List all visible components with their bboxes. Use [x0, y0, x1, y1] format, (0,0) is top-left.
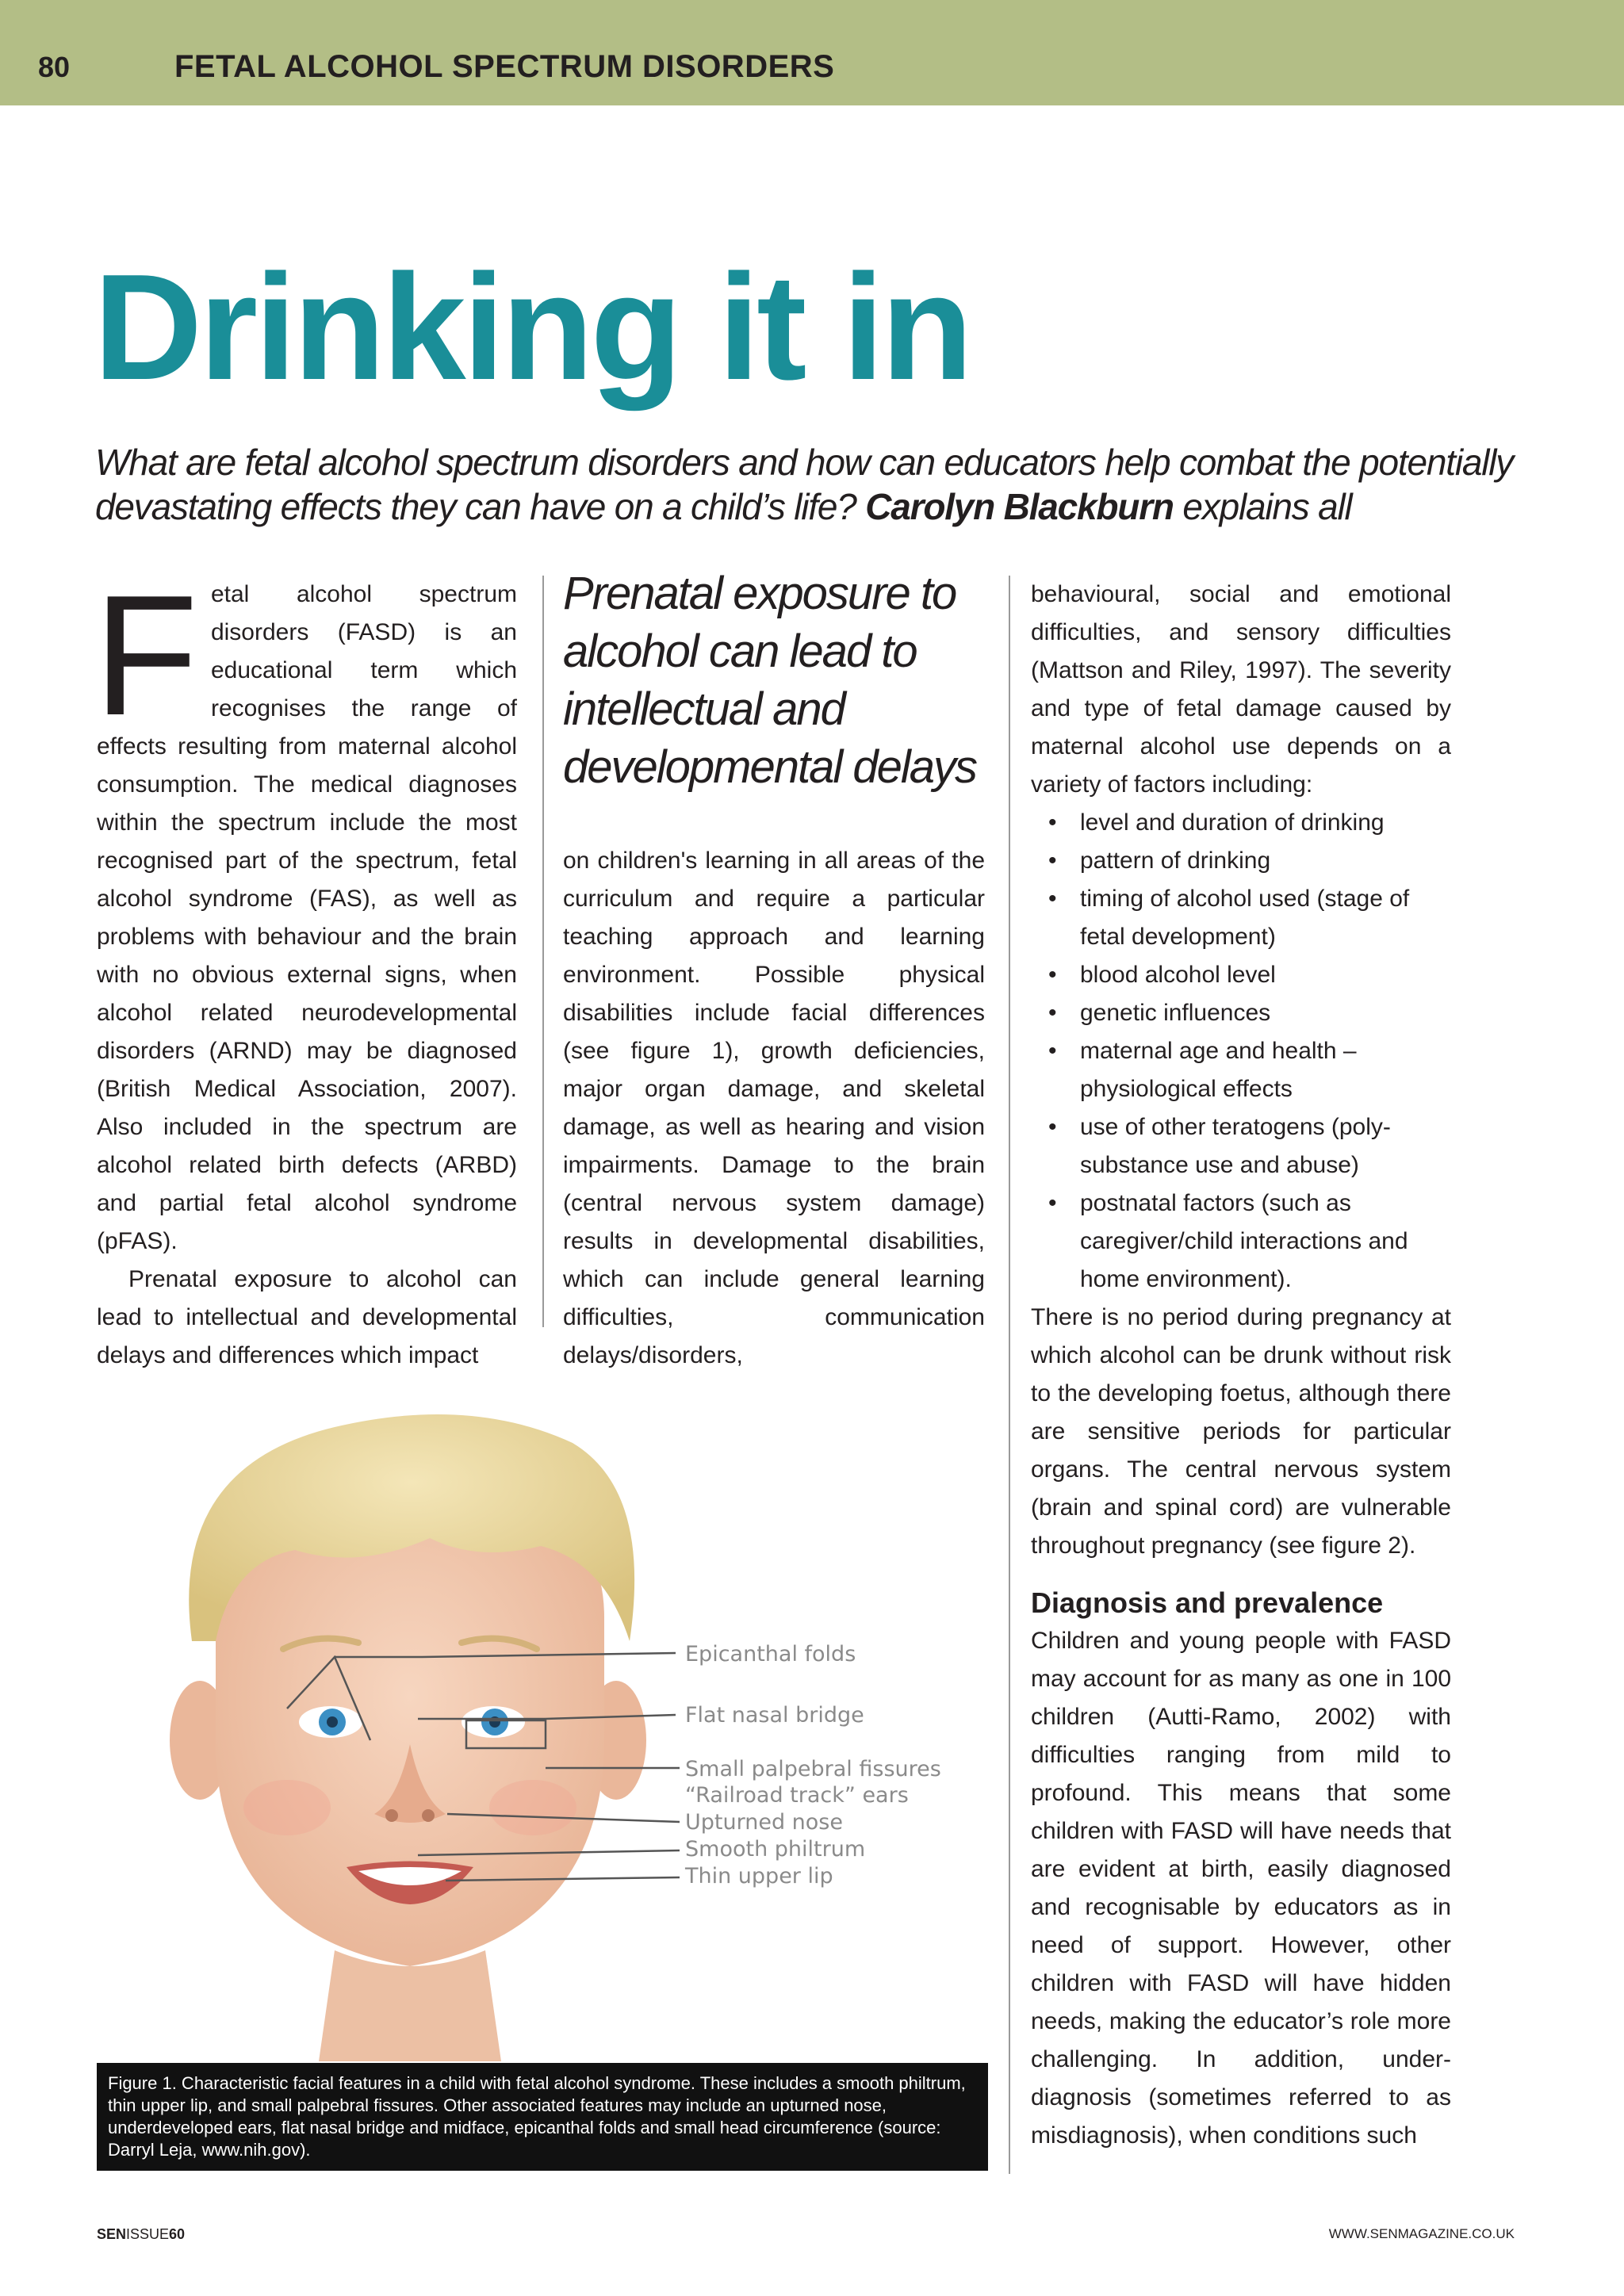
column-divider — [542, 576, 544, 1327]
drop-cap: F — [94, 559, 198, 751]
footer-brand: SEN — [97, 2226, 127, 2242]
column-divider — [1009, 576, 1010, 2174]
section-title: FETAL ALCOHOL SPECTRUM DISORDERS — [174, 49, 835, 84]
label-epicanthal-folds: Epicanthal folds — [685, 1642, 856, 1667]
standfirst — [95, 440, 1538, 529]
pull-quote: Prenatal exposure to alcohol can lead to intellectual and developmental delays — [563, 568, 977, 793]
page-number: 80 — [38, 51, 71, 83]
list-item: • postnatal factors (such as caregiver/child interactions and home environment). — [1031, 1184, 1451, 1299]
label-smooth-philtrum: Smooth philtrum — [685, 1837, 866, 1862]
neck — [319, 1950, 501, 2061]
paragraph: on children's learning in all areas of the curriculum and require a particular teaching approach and learning environment. Possible physical disabilities include facial differences (see figure 1), growth deficiencies, major organ damage, and skeletal damage, as well as hearing and vision impairments. Damage to the brain (central nervous system damage) results in developmental disabilities, which can include general learning difficulties, communication delays/disorders, — [563, 848, 985, 1368]
list-item: • blood alcohol level — [1031, 956, 1451, 994]
byline-suffix: explains all — [1182, 486, 1352, 527]
subheading: Diagnosis and prevalence — [1031, 1586, 1384, 1619]
figure-1 — [97, 1380, 988, 2061]
list-item: • level and duration of drinking — [1031, 804, 1451, 842]
label-upturned-nose: Upturned nose — [685, 1810, 843, 1835]
paragraph: There is no period during pregnancy at which alcohol can be drunk without risk to the developing foetus, although there are sensitive periods for particular organs. The central nervous system (brain and spinal cord) are vulnerable throughout pregnancy (see figure 2). — [1031, 1304, 1451, 1559]
label-flat-nasal-bridge: Flat nasal bridge — [685, 1703, 864, 1728]
column-3 — [1031, 576, 1451, 2155]
paragraph: Children and young people with FASD may account for as many as one in 100 children (Autti-Ramo, 2002) with difficulties ranging from mild to profound. This means that some children with FASD will have needs that are evident at birth, easily diagnosed and recognisable by educators as in need of support. However, other children with FASD will have hidden needs, making the educator’s role more challenging. In addition, under-diagnosis (sometimes referred to as misdiagnosis), when conditions such — [1031, 1628, 1451, 2149]
label-thin-upper-lip: Thin upper lip — [685, 1864, 833, 1888]
list-item: • genetic influences — [1031, 994, 1451, 1032]
factors-list — [1031, 804, 1451, 1299]
paragraph: behavioural, social and emotional difficulties, and sensory difficulties (Mattson and Riley, 1997). The severity and type of fetal damage caused by maternal alcohol use depends on a variety of factors including: — [1031, 581, 1451, 798]
intro-paragraph — [94, 559, 517, 1261]
footer-issue-label: ISSUE — [126, 2226, 170, 2242]
paragraph: Prenatal exposure to alcohol can lead to intellectual and developmental delays and differences which impact — [97, 1266, 517, 1368]
child-face-illustration — [97, 1380, 988, 2061]
footer-issue — [97, 2226, 185, 2243]
intro-text: etal alcohol spectrum disorders (FASD) is an educational term which recognises the range of effects resulting from maternal alcohol consumption. The medical diagnoses within the spectrum include the most recognised part of the spectrum, fetal alcohol syndrome (FAS), as well as problems with behaviour and the brain with no obvious external signs, when alcohol related neurodevelopmental disorders (ARND) may be diagnosed (British Medical Association, 2007). Also included in the spectrum are alcohol related birth defects (ARBD) and partial fetal alcohol syndrome (pFAS). — [97, 581, 517, 1254]
label-palpebral-fissures: Small palpebral fissures — [685, 1757, 941, 1781]
footer-website: WWW.SENMAGAZINE.CO.UK — [1328, 2226, 1515, 2241]
standfirst-text: What are fetal alcohol spectrum disorders and how can educators help combat the potentially devastating effects they can have on a child’s life? — [95, 442, 1514, 527]
list-item: • timing of alcohol used (stage of fetal development) — [1031, 880, 1451, 956]
list-item: • pattern of drinking — [1031, 842, 1451, 880]
headline: Drinking it in — [94, 243, 971, 411]
list-item: • use of other teratogens (poly-substance use and abuse) — [1031, 1108, 1451, 1184]
figure-caption: Figure 1. Characteristic facial features in a child with fetal alcohol syndrome. These includes a smooth philtrum, thin upper lip, and small palpebral fissures. Other associated features may include an upturned nose, underdeveloped ears, flat nasal bridge and midface, epicanthal folds and small head circumference (source: Darryl Leja, www.nih.gov). — [97, 2063, 988, 2171]
footer-issue-number: 60 — [169, 2226, 186, 2242]
author-name: Carolyn Blackburn — [865, 486, 1174, 527]
column-1 — [94, 559, 517, 1375]
column-2 — [563, 842, 985, 1375]
list-item: • maternal age and health – physiological effects — [1031, 1032, 1451, 1108]
label-railroad-track-ears: “Railroad track” ears — [685, 1783, 909, 1808]
